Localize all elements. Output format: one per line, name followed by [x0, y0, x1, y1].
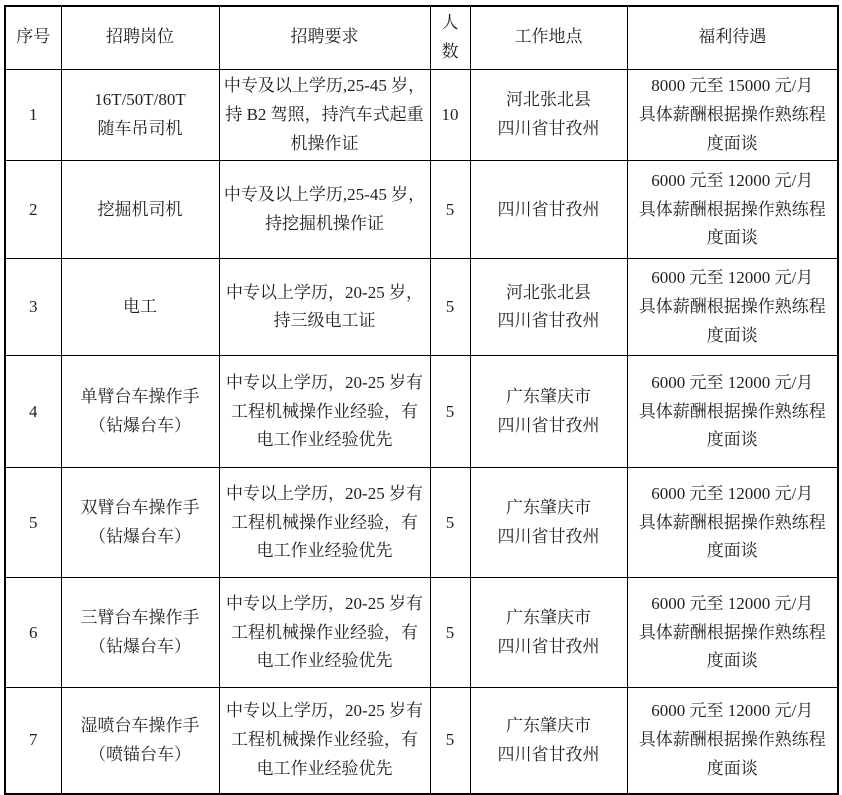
cell-serial-number: 7	[5, 688, 61, 794]
position-line: 三臂台车操作手	[80, 608, 200, 628]
cell-serial-number: 5	[5, 468, 61, 578]
table-row	[5, 356, 838, 468]
location-line: 广东肇庆市	[506, 608, 591, 628]
location-line: 广东肇庆市	[506, 715, 591, 735]
cell-benefits	[627, 69, 838, 161]
job-recruitment-table	[4, 5, 839, 795]
cell-requirements: 中专以上学历，20-25 岁有工程机械操作业经验，有电工作业经验优先	[219, 578, 430, 688]
benefits-salary: 6000 元至 12000 元/月	[651, 483, 814, 503]
cell-requirements: 中专以上学历，20-25 岁有工程机械操作业经验，有电工作业经验优先	[219, 468, 430, 578]
benefits-note: 具体薪酬根据操作熟练程度面谈	[638, 622, 826, 671]
cell-benefits	[627, 578, 838, 688]
table-row	[5, 69, 838, 161]
benefits-salary: 6000 元至 12000 元/月	[651, 372, 814, 392]
position-line: 湿喷台车操作手	[80, 715, 200, 735]
table-row	[5, 259, 838, 356]
cell-work-location	[470, 356, 627, 468]
cell-serial-number: 4	[5, 356, 61, 468]
location-line: 河北张北县	[506, 282, 591, 302]
location-line: 四川省甘孜州	[497, 744, 600, 764]
position-line: （钻爆台车）	[89, 415, 191, 435]
cell-requirements: 中专以上学历，20-25 岁，持三级电工证	[219, 259, 430, 356]
cell-benefits	[627, 688, 838, 794]
benefits-note: 具体薪酬根据操作熟练程度面谈	[638, 512, 826, 561]
location-line: 四川省甘孜州	[497, 119, 600, 139]
position-line: 单臂台车操作手	[80, 387, 200, 407]
header-headcount: 人数	[430, 6, 470, 69]
cell-benefits	[627, 468, 838, 578]
location-line: 广东肇庆市	[506, 498, 591, 518]
cell-work-location	[470, 468, 627, 578]
position-line: 双臂台车操作手	[80, 498, 200, 518]
benefits-note: 具体薪酬根据操作熟练程度面谈	[638, 401, 826, 450]
cell-benefits	[627, 259, 838, 356]
position-line: 挖掘机司机	[97, 199, 183, 219]
cell-work-location	[470, 259, 627, 356]
benefits-note: 具体薪酬根据操作熟练程度面谈	[638, 297, 826, 345]
benefits-note: 具体薪酬根据操作熟练程度面谈	[638, 730, 826, 779]
benefits-note: 具体薪酬根据操作熟练程度面谈	[638, 199, 826, 248]
cell-position	[61, 356, 219, 468]
benefits-salary: 6000 元至 12000 元/月	[651, 701, 814, 721]
position-line: 16T/50T/80T	[94, 90, 186, 110]
header-row	[5, 6, 838, 69]
table-row	[5, 468, 838, 578]
header-benefits: 福利待遇	[627, 6, 838, 69]
position-line: （钻爆台车）	[89, 526, 191, 546]
table-row	[5, 161, 838, 259]
cell-position	[61, 161, 219, 259]
cell-position	[61, 578, 219, 688]
position-line: （喷锚台车）	[89, 744, 191, 764]
cell-requirements: 中专以上学历，20-25 岁有工程机械操作业经验，有电工作业经验优先	[219, 688, 430, 794]
location-line: 广东肇庆市	[506, 387, 591, 407]
cell-requirements: 中专及以上学历,25-45 岁，持挖掘机操作证	[219, 161, 430, 259]
cell-work-location	[470, 69, 627, 161]
cell-requirements: 中专以上学历，20-25 岁有工程机械操作业经验，有电工作业经验优先	[219, 356, 430, 468]
header-serial-number: 序号	[5, 6, 61, 69]
cell-requirements: 中专及以上学历,25-45 岁，持 B2 驾照，持汽车式起重机操作证	[219, 69, 430, 161]
position-line: 随车吊司机	[97, 119, 183, 139]
table-row	[5, 578, 838, 688]
benefits-salary: 6000 元至 12000 元/月	[651, 268, 814, 288]
benefits-salary: 6000 元至 12000 元/月	[651, 593, 814, 613]
location-line: 四川省甘孜州	[497, 415, 600, 435]
cell-headcount: 5	[430, 259, 470, 356]
cell-position	[61, 69, 219, 161]
location-line: 四川省甘孜州	[497, 526, 600, 546]
cell-headcount: 10	[430, 69, 470, 161]
header-requirements: 招聘要求	[219, 6, 430, 69]
cell-work-location	[470, 578, 627, 688]
cell-position	[61, 468, 219, 578]
header-work-location: 工作地点	[470, 6, 627, 69]
cell-serial-number: 1	[5, 69, 61, 161]
cell-serial-number: 6	[5, 578, 61, 688]
location-line: 河北张北县	[506, 90, 591, 110]
cell-work-location	[470, 161, 627, 259]
cell-benefits	[627, 161, 838, 259]
location-line: 四川省甘孜州	[497, 636, 600, 656]
location-line: 四川省甘孜州	[497, 311, 600, 331]
cell-headcount: 5	[430, 688, 470, 794]
benefits-note: 具体薪酬根据操作熟练程度面谈	[638, 104, 826, 153]
cell-headcount: 5	[430, 468, 470, 578]
cell-benefits	[627, 356, 838, 468]
position-line: （钻爆台车）	[89, 636, 191, 656]
cell-headcount: 5	[430, 161, 470, 259]
header-position: 招聘岗位	[61, 6, 219, 69]
table-row	[5, 688, 838, 794]
benefits-salary: 8000 元至 15000 元/月	[651, 75, 814, 95]
cell-serial-number: 2	[5, 161, 61, 259]
cell-work-location	[470, 688, 627, 794]
cell-headcount: 5	[430, 356, 470, 468]
cell-serial-number: 3	[5, 259, 61, 356]
benefits-salary: 6000 元至 12000 元/月	[651, 170, 814, 190]
position-line: 电工	[123, 297, 157, 316]
location-line: 四川省甘孜州	[497, 199, 600, 219]
cell-headcount: 5	[430, 578, 470, 688]
cell-position	[61, 688, 219, 794]
cell-position	[61, 259, 219, 356]
